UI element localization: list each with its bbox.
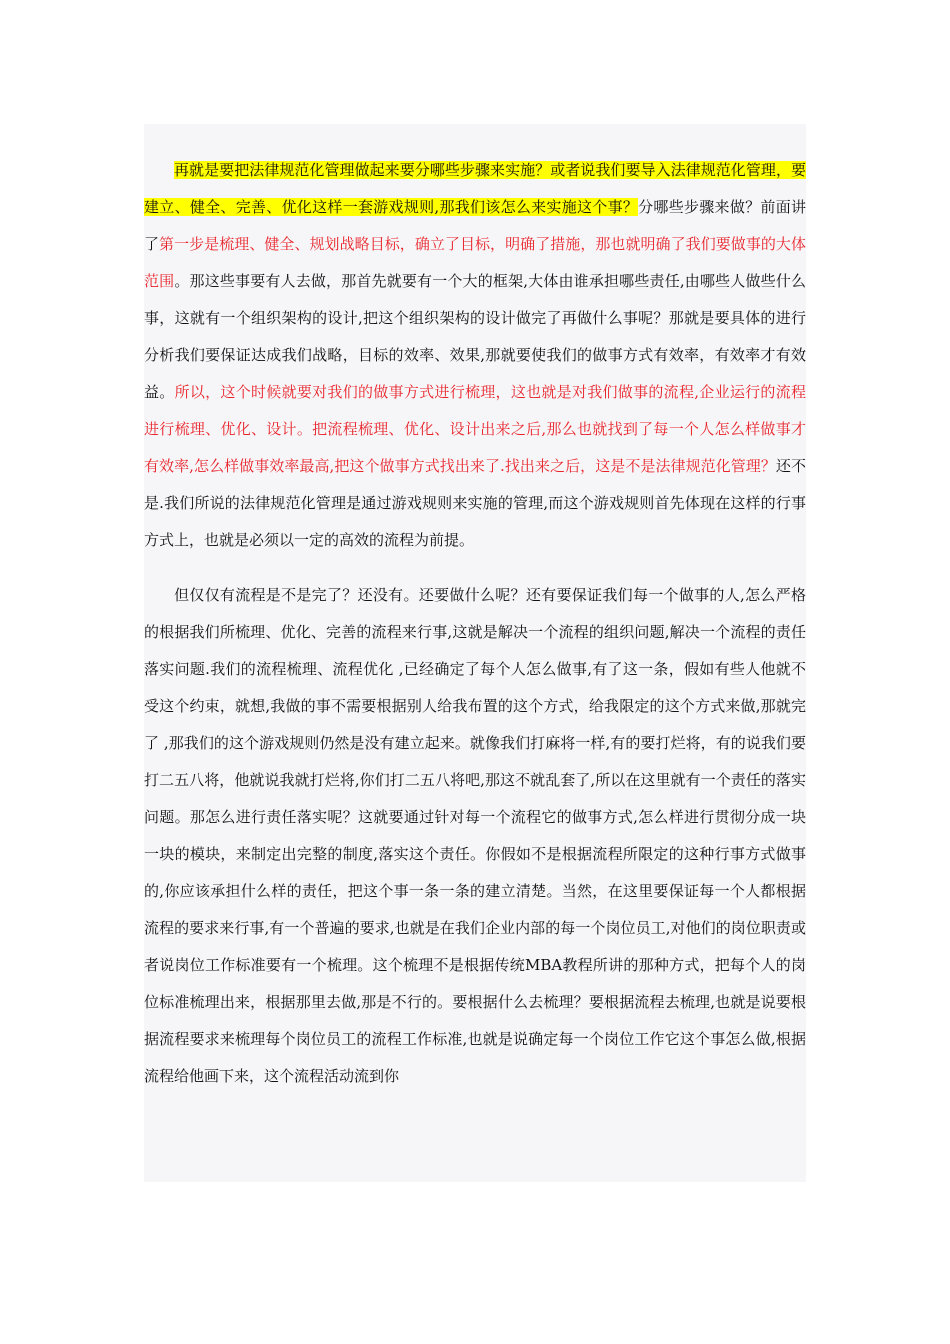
highlighted-text: 再就是要把法律规范化管理做起来要分哪些步骤来实施？或者说我们要导入法律规范化管理，要建立、健全、完善、优化这样一套游戏规则,那我们该怎么来实施这个事？ — [144, 161, 806, 216]
body-text: 。那这些事要有人去做，那首先就要有一个大的框架,大体由谁承担哪些责任,由哪些人做些什么事，这就有一个组织架构的设计,把这个组织架构的设计做完了再做什么事呢？那就是要具体的进行分析我们要保证达成我们战略，目标的效率、效果,那就要使我们的做事方式有效率，有效率才有效益。 — [144, 272, 806, 401]
body-text: 还不是.我们所说的法律规范化管理是通过游戏规则来实施的管理,而这个游戏规则首先体现在这样的行事方式上，也就是必须以一定的高效的流程为前提。 — [144, 457, 806, 549]
paragraph-1 — [144, 152, 806, 559]
red-text: 第一步是梳理、健全、规划战略目标，确立了目标，明确了措施，那也就明确了我们要做事的大体范围 — [144, 235, 806, 290]
red-text: 所以，这个时候就要对我们的做事方式进行梳理，这也就是对我们做事的流程,企业运行的流程进行梳理、优化、设计。把流程梳理、优化、设计出来之后,那么也就找到了每一个人怎么样做事才有效率,怎么样做事效率最高,把这个做事方式找出来了.找出来之后，这是不是法律规范化管理？ — [144, 383, 806, 475]
body-text: 分哪些步骤来做？前面讲了 — [144, 198, 806, 253]
paragraph-2 — [144, 577, 806, 1095]
body-text: 但仅仅有流程是不是完了？还没有。还要做什么呢？还有要保证我们每一个做事的人,怎么严格的根据我们所梳理、优化、完善的流程来行事,这就是解决一个流程的组织问题,解决一个流程的责任落实问题.我们的流程梳理、流程优化 ,已经确定了每个人怎么做事,有了这一条，假如有些人他就不受这个约束，就想,我做的事不需要根据别人给我布置的这个方式，给我限定的这个方式来做,那就完了 ,那我们的这个游戏规则仍然是没有建立起来。就像我们打麻将一样,有的要打烂将，有的说我们要打二五八将，他就说我就打烂将,你们打二五八将吧,那这不就乱套了,所以在这里就有一个责任的落实问题。那怎么进行责任落实呢？这就要通过针对每一个流程它的做事方式,怎么样进行贯彻分成一块一块的模块，来制定出完整的制度,落实这个责任。你假如不是根据流程所限定的这种行事方式做事的,你应该承担什么样的责任，把这个事一条一条的建立清楚。当然，在这里要保证每一个人都根据流程的要求来行事,有一个普遍的要求,也就是在我们企业内部的每一个岗位员工,对他们的岗位职责或者说岗位工作标准要有一个梳理。这个梳理不是根据传统MBA教程所讲的那种方式，把每个人的岗位标准梳理出来，根据那里去做,那是不行的。要根据什么去梳理？要根据流程去梳理,也就是说要根据流程要求来梳理每个岗位员工的流程工作标准,也就是说确定每一个岗位工作它这个事怎么做,根据流程给他画下来，这个流程活动流到你 — [144, 586, 806, 1085]
document-page — [144, 124, 806, 1182]
